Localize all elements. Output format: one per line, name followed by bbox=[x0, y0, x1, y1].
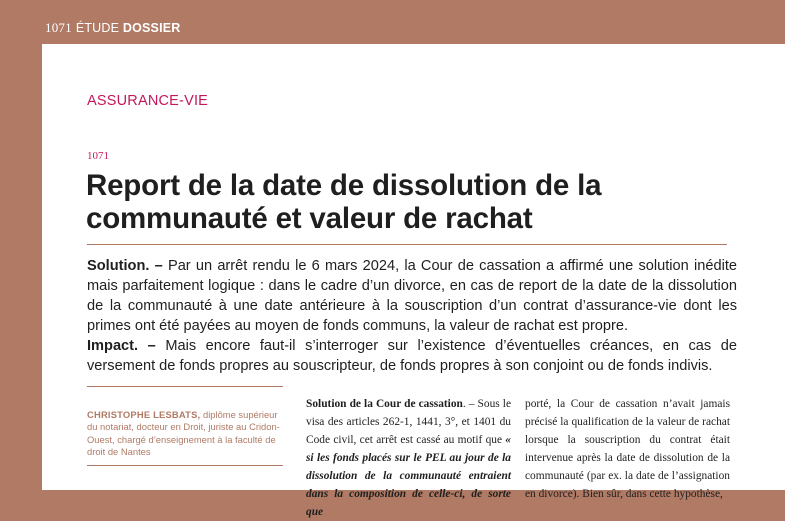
impact-label: Impact. – bbox=[87, 338, 156, 354]
author-bio: diplôme supérieur du notariat, docteur en Droit, juriste au Cridon-Ouest, chargé d’enseignement à la faculté de droit de Nantes bbox=[87, 409, 280, 457]
rubric: ASSURANCE-VIE bbox=[87, 93, 209, 109]
column1-heading: Solution de la Cour de cassation bbox=[306, 398, 463, 410]
article-number: 1071 bbox=[87, 150, 109, 162]
author-name: CHRISTOPHE LESBATS, bbox=[87, 409, 201, 420]
impact-text: Mais encore faut-il s’interroger sur l’existence d’éventuelles créances, en cas de versement de fonds propres au souscripteur, de fonds propres à son conjoint ou de fonds indivis. bbox=[87, 338, 738, 374]
title-divider bbox=[87, 244, 727, 245]
solution-text: Par un arrêt rendu le 6 mars 2024, la Cour de cassation a affirmé une solution inédite mais parfaitement logique : dans le cadre d’un divorce, en cas de report de la date de la dissolution de la communauté à une date antérieure à la souscription d’un contrat d’assurance-vie dont les primes ont été payées au moyen de fonds communs, la valeur de rachat est propre. bbox=[87, 258, 737, 334]
column1-quote: « si les fonds placés sur le PEL au jour de la dissolution de la communauté entraient dans la composition de celle-ci, de sorte que bbox=[306, 434, 511, 518]
running-header bbox=[0, 0, 785, 44]
summary bbox=[87, 256, 737, 376]
author-box bbox=[87, 409, 287, 458]
running-header-text bbox=[45, 20, 181, 36]
solution-label: Solution. – bbox=[87, 258, 163, 274]
column1-text: . – Sous le visa des articles 262-1, 1441, 3°, et 1401 du Code civil, cet arrêt est cassé au motif que bbox=[306, 398, 511, 446]
impact-paragraph bbox=[87, 336, 737, 376]
article-title: Report de la date de dissolution de la communauté et valeur de rachat bbox=[86, 169, 602, 235]
solution-paragraph bbox=[87, 256, 737, 336]
header-number: 1071 bbox=[45, 20, 72, 35]
page bbox=[42, 44, 785, 518]
body-column-2 bbox=[525, 395, 730, 503]
body-column-1 bbox=[306, 395, 511, 521]
author-divider-bottom bbox=[87, 465, 283, 466]
header-dossier: DOSSIER bbox=[122, 21, 181, 35]
column2-text: porté, la Cour de cassation n’avait jamais précisé la qualification de la valeur de rachat lorsque la souscription du contrat était intervenue après la date de dissolution de la communauté (par ex. la date de l’assignation en divorce). Bien sûr, dans cette hypothèse, bbox=[525, 398, 730, 500]
author-divider-top bbox=[87, 386, 283, 387]
header-etude: ÉTUDE bbox=[75, 21, 120, 35]
